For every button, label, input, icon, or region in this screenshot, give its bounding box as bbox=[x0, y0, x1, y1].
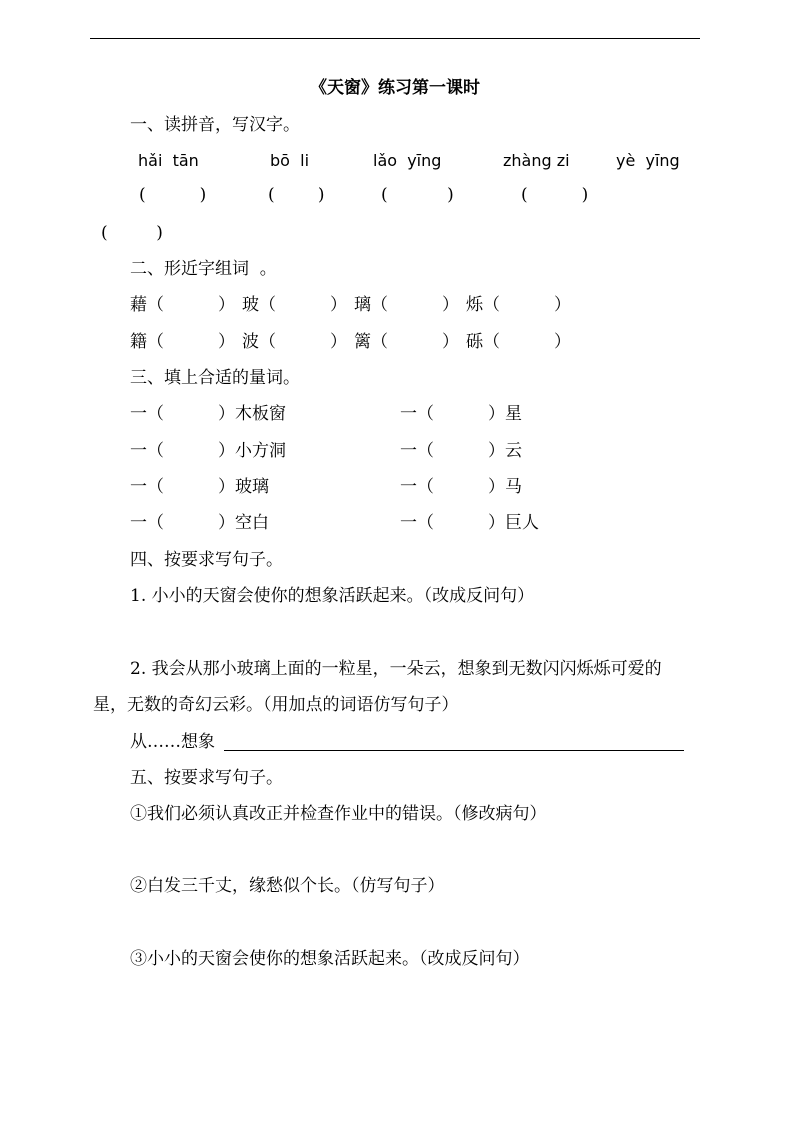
header-rule bbox=[90, 38, 700, 39]
section4-answer-line[interactable] bbox=[224, 750, 684, 751]
measure-word-right-2[interactable]: 一（ ）云 bbox=[400, 441, 523, 461]
pinyin-3: lǎo yīng bbox=[373, 151, 442, 170]
section3-heading: 三、填上合适的量词。 bbox=[130, 368, 300, 388]
page-title: 《天窗》练习第一课时 bbox=[310, 78, 480, 98]
pinyin-answer-1[interactable]: ( ) bbox=[139, 185, 207, 205]
section5-question-1: ①我们必须认真改正并检查作业中的错误。（修改病句） bbox=[130, 804, 547, 824]
section1-heading: 一、读拼音，写汉字。 bbox=[130, 115, 300, 135]
measure-word-left-3[interactable]: 一（ ）玻璃 bbox=[130, 477, 270, 497]
pinyin-answer-2[interactable]: ( ) bbox=[268, 185, 325, 205]
measure-word-left-2[interactable]: 一（ ）小方洞 bbox=[130, 441, 287, 461]
measure-word-right-4[interactable]: 一（ ）巨人 bbox=[400, 513, 540, 533]
pinyin-2: bō li bbox=[270, 151, 310, 170]
section4-question-2-prompt: 从……想象 bbox=[130, 732, 215, 752]
section5-question-2: ②白发三千丈，缘愁似个长。（仿写句子） bbox=[130, 876, 445, 896]
measure-word-right-1[interactable]: 一（ ）星 bbox=[400, 404, 523, 424]
pinyin-answer-5[interactable]: ( ) bbox=[101, 223, 163, 243]
section5-heading: 五、按要求写句子。 bbox=[130, 768, 283, 788]
word-group-4[interactable]: 烁（ ） bbox=[466, 295, 572, 315]
pinyin-answer-3[interactable]: ( ) bbox=[381, 185, 454, 205]
section4-heading: 四、按要求写句子。 bbox=[130, 550, 283, 570]
word-group-5[interactable]: 籍（ ） bbox=[130, 332, 236, 352]
word-group-3[interactable]: 璃（ ） bbox=[354, 295, 460, 315]
measure-word-right-3[interactable]: 一（ ）马 bbox=[400, 477, 523, 497]
section4-question-1: 1. 小小的天窗会使你的想象活跃起来。（改成反问句） bbox=[130, 586, 535, 606]
measure-word-left-1[interactable]: 一（ ）木板窗 bbox=[130, 404, 287, 424]
section2-heading: 二、形近字组词 。 bbox=[130, 259, 277, 279]
pinyin-5: yè yīng bbox=[616, 151, 680, 170]
pinyin-answer-4[interactable]: ( ) bbox=[521, 185, 589, 205]
section4-question-2-line2: 星，无数的奇幻云彩。（用加点的词语仿写句子） bbox=[93, 695, 459, 715]
word-group-7[interactable]: 篱（ ） bbox=[354, 332, 460, 352]
pinyin-4: zhàng zi bbox=[503, 151, 570, 170]
word-group-1[interactable]: 藉（ ） bbox=[130, 295, 236, 315]
word-group-8[interactable]: 砾（ ） bbox=[466, 332, 572, 352]
pinyin-1: hǎi tān bbox=[138, 151, 199, 170]
word-group-6[interactable]: 波（ ） bbox=[242, 332, 348, 352]
word-group-2[interactable]: 玻（ ） bbox=[242, 295, 348, 315]
section5-question-3: ③小小的天窗会使你的想象活跃起来。（改成反问句） bbox=[130, 949, 530, 969]
section4-question-2-line1: 2. 我会从那小玻璃上面的一粒星，一朵云，想象到无数闪闪烁烁可爱的 bbox=[130, 659, 662, 679]
measure-word-left-4[interactable]: 一（ ）空白 bbox=[130, 513, 270, 533]
